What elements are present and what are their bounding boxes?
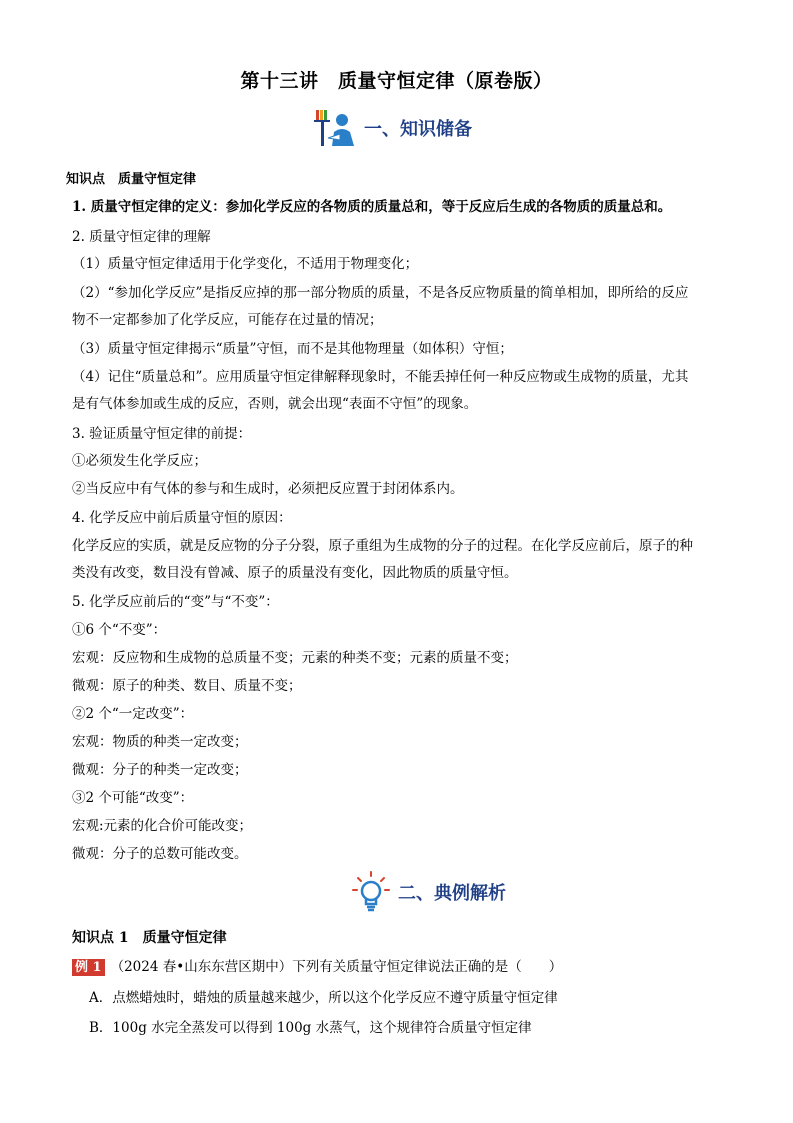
paragraph: （2）“参加化学反应”是指反应掉的那一部分物质的质量，不是各反应物质量的简单相加，即所给的反应 [72, 285, 689, 301]
paragraph: 宏观:元素的化合价可能改变； [72, 818, 253, 834]
paragraph: （4）记住“质量总和”。应用质量守恒定律解释现象时，不能丢掉任何一种反应物或生成物的质量，尤其 [72, 369, 689, 385]
paragraph: 宏观：反应物和生成物的总质量不变；元素的种类不变；元素的质量不变； [72, 650, 518, 666]
paragraph: ②当反应中有气体的参与和生成时，必须把反应置于封闭体系内。 [72, 481, 464, 497]
paragraph: （3）质量守恒定律揭示“质量”守恒，而不是其他物理量（如体积）守恒； [72, 341, 513, 357]
paragraph: （1）质量守恒定律适用于化学变化，不适用于物理变化； [72, 256, 419, 272]
section-header-knowledge [312, 108, 472, 148]
example-tag: 例 1 [72, 959, 105, 976]
paragraph: ①6 个“不变”： [72, 622, 167, 638]
paragraph-text: 1. 质量守恒定律的定义：参加化学反应的各物质的质量总和，等于反应后生成的各物质的质量总和。 [72, 199, 672, 215]
paragraph: 宏观：物质的种类一定改变； [72, 734, 248, 750]
paragraph: 是有气体参加或生成的反应，否则，就会出现“表面不守恒”的现象。 [72, 396, 478, 412]
paragraph: 4. 化学反应中前后质量守恒的原因： [72, 510, 292, 526]
reading-person-icon [312, 108, 358, 148]
option-a: A．点燃蜡烛时，蜡烛的质量越来越少，所以这个化学反应不遵守质量守恒定律 [89, 990, 558, 1006]
paragraph: 微观：分子的种类一定改变； [72, 762, 248, 778]
paragraph: 类没有改变，数目没有曾减、原子的质量没有变化，因此物质的质量守恒。 [72, 565, 518, 581]
section-title: 一、知识储备 [364, 119, 472, 140]
example-question [72, 957, 562, 977]
paragraph: ②2 个“一定改变”： [72, 706, 194, 722]
knowledge-point-title: 知识点 质量守恒定律 [66, 172, 197, 187]
paragraph [72, 197, 671, 217]
option-b: B．100g 水完全蒸发可以得到 100g 水蒸气，这个规律符合质量守恒定律 [89, 1020, 532, 1036]
paragraph: 物不一定都参加了化学反应，可能存在过量的情况； [72, 312, 383, 328]
section-header-examples [350, 870, 506, 914]
example-question-text: （2024 春•山东东营区期中）下列有关质量守恒定律说法正确的是（ ） [110, 959, 563, 975]
paragraph: ③2 个可能“改变”： [72, 790, 194, 806]
section-title: 二、典例解析 [398, 883, 506, 904]
paragraph: 微观：分子的总数可能改变。 [72, 846, 248, 862]
paragraph: 3. 验证质量守恒定律的前提： [72, 426, 252, 442]
paragraph: 化学反应的实质，就是反应物的分子分裂，原子重组为生成物的分子的过程。在化学反应前后，原子的种 [72, 538, 693, 554]
paragraph: ①必须发生化学反应； [72, 453, 207, 469]
paragraph: 2. 质量守恒定律的理解 [72, 229, 211, 245]
paragraph: 5. 化学反应前后的“变”与“不变”： [72, 594, 279, 610]
paragraph: 微观：原子的种类、数目、质量不变； [72, 678, 302, 694]
lightbulb-icon [350, 870, 392, 914]
page-title: 第十三讲 质量守恒定律（原卷版） [240, 70, 553, 92]
knowledge-point-title: 知识点 1 质量守恒定律 [72, 930, 227, 946]
